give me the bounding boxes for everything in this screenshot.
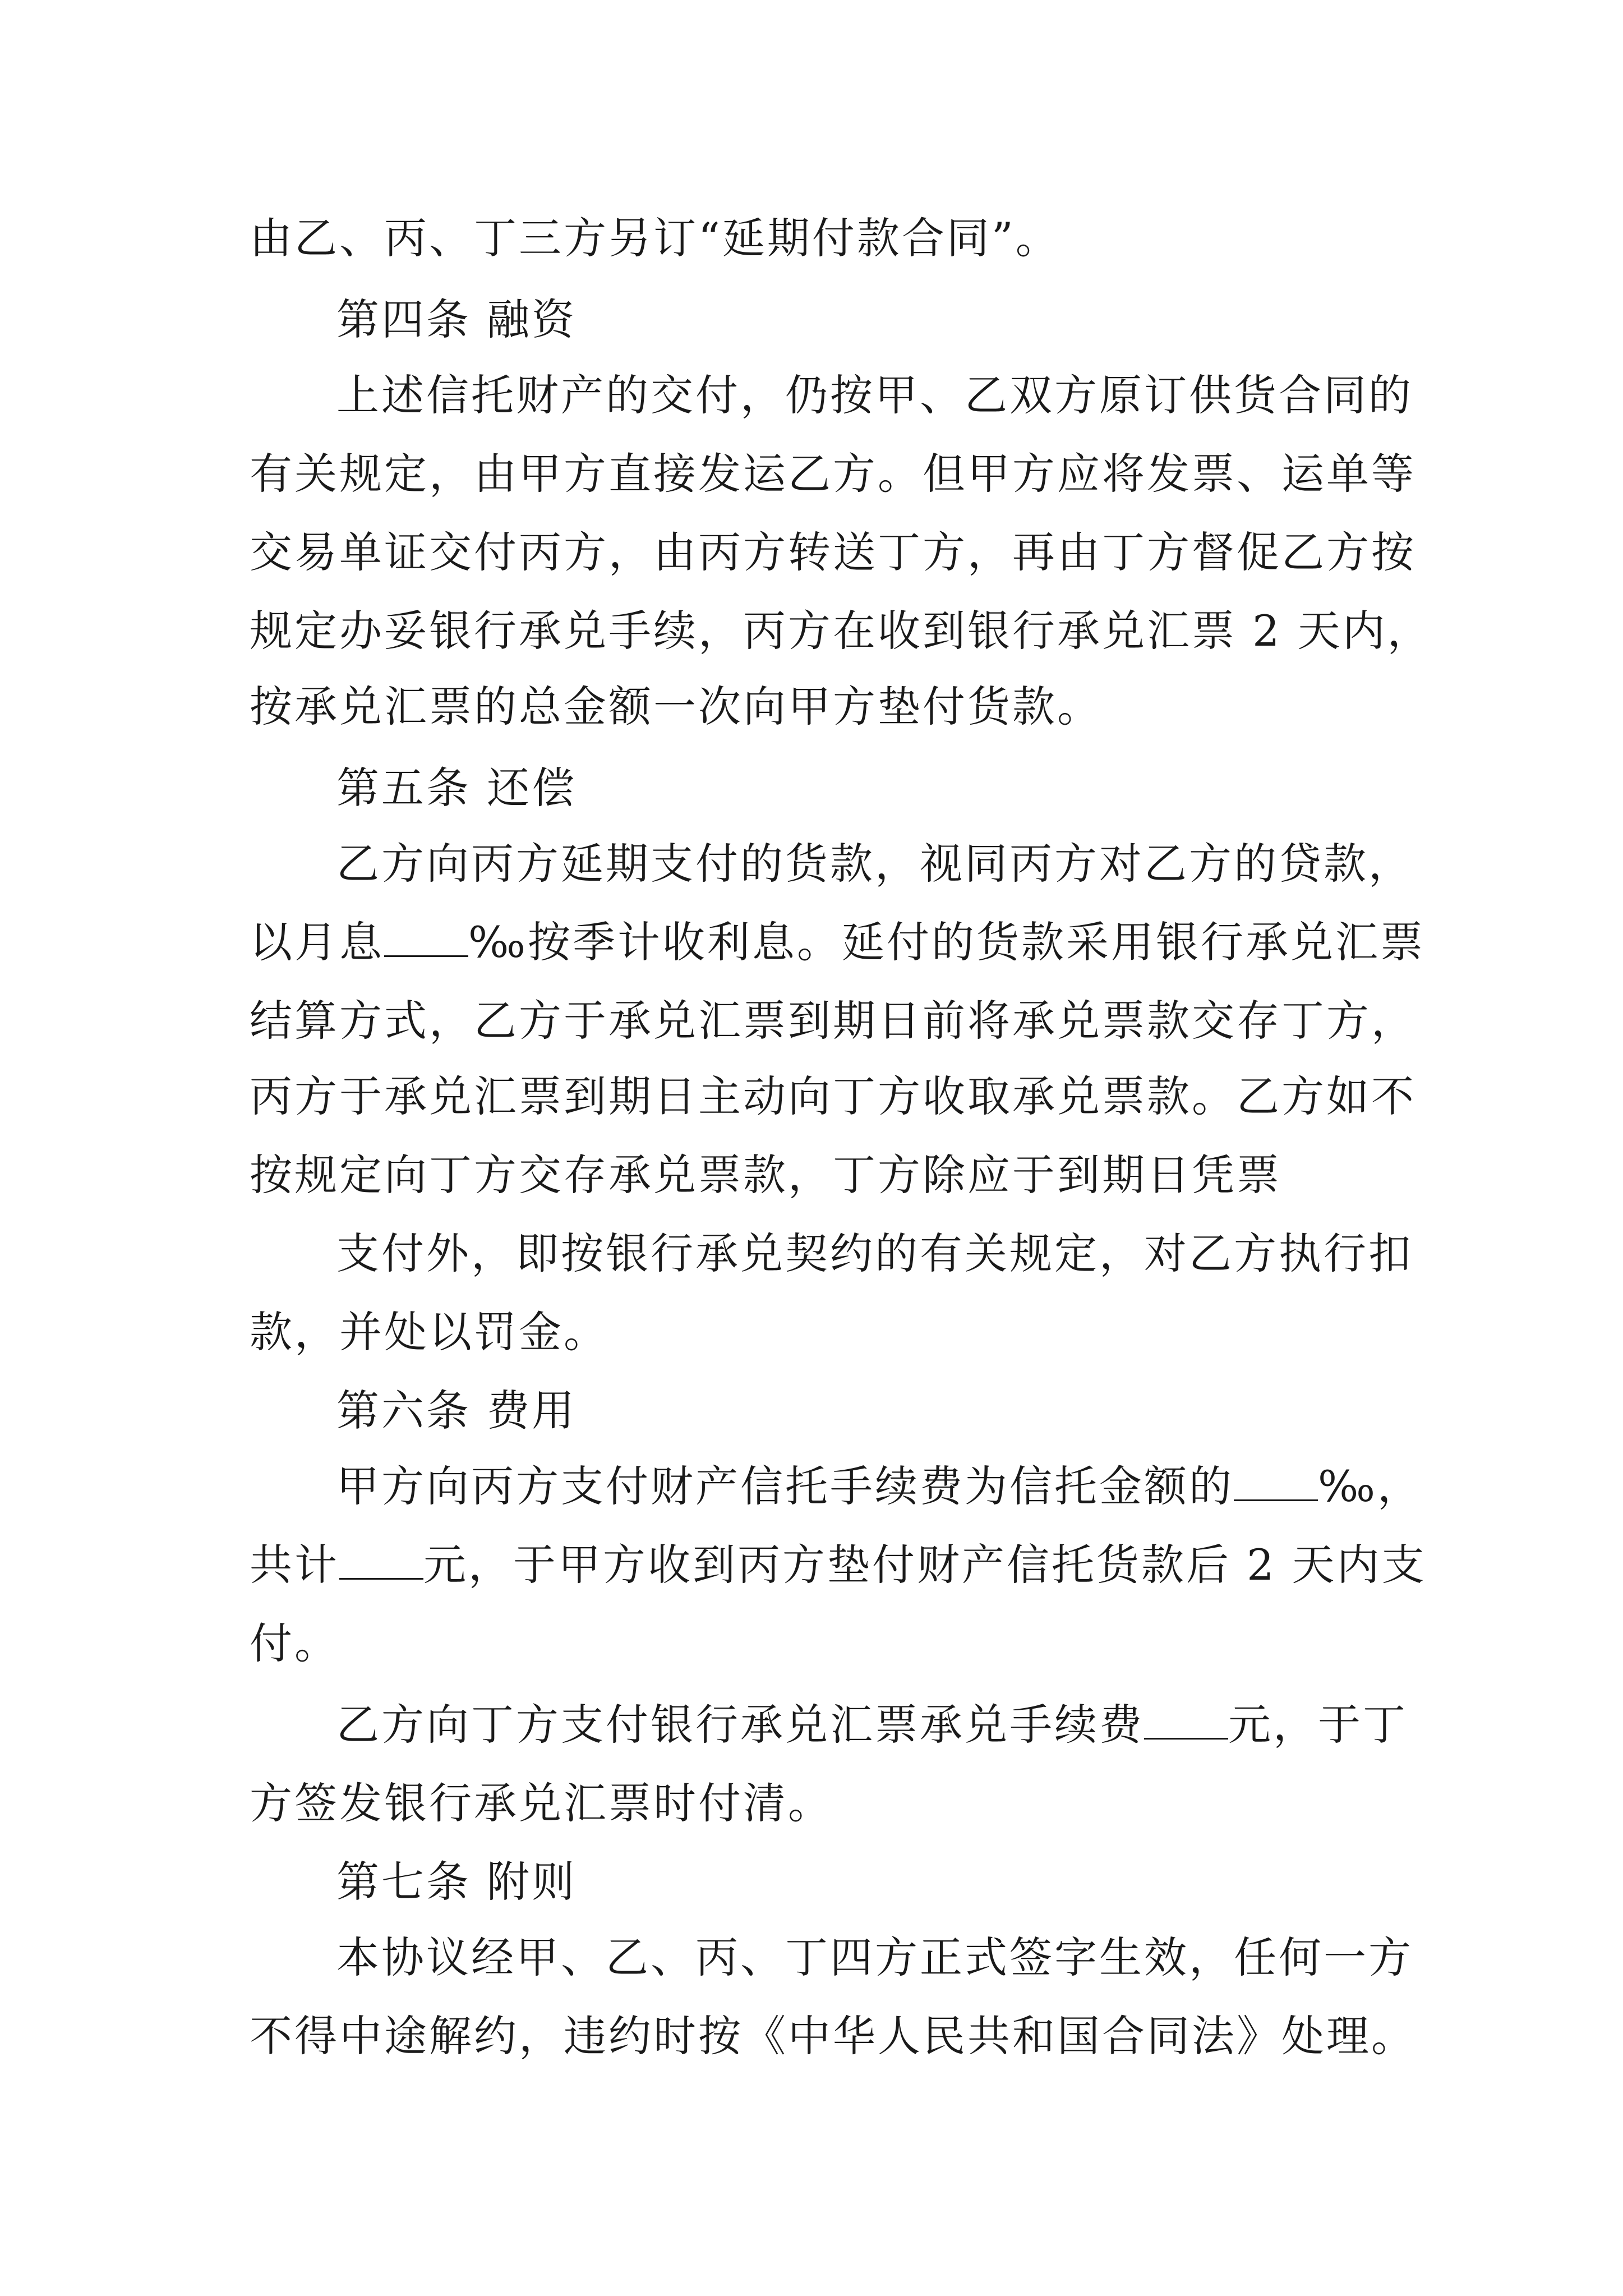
text-segment: 以月息 xyxy=(250,917,384,967)
text-segment: 甲方向丙方支付财产信托手续费为信托金额的 xyxy=(336,1461,1234,1511)
paragraph-line: 交易单证交付丙方，由丙方转送丁方，再由丁方督促乙方按 xyxy=(250,527,1416,577)
paragraph-line xyxy=(336,1697,1408,1753)
fill-in-blank xyxy=(1234,1465,1318,1501)
paragraph-line: 付。 xyxy=(250,1618,339,1668)
article-5-heading: 第五条 还偿 xyxy=(336,763,577,813)
paragraph-line: 本协议经甲、乙、丙、丁四方正式签字生效，任何一方 xyxy=(336,1932,1413,1982)
article-4-heading: 第四条 融资 xyxy=(336,295,577,344)
paragraph-line xyxy=(250,914,1425,970)
fill-in-blank xyxy=(1144,1703,1228,1740)
paragraph-line xyxy=(250,1537,1427,1593)
text-segment: 元，于甲方收到丙方垫付财产信托货款后 2 天内支 xyxy=(423,1540,1427,1590)
paragraph-line: 结算方式，乙方于承兑汇票到期日前将承兑票款交存丁方， xyxy=(250,996,1416,1046)
paragraph-line: 支付外，即按银行承兑契约的有关规定，对乙方执行扣 xyxy=(336,1228,1413,1278)
text-segment: ‰按季计收利息。延付的货款采用银行承兑汇票 xyxy=(468,917,1425,967)
fill-in-blank xyxy=(339,1543,423,1580)
paragraph-line: 不得中途解约，违约时按《中华人民共和国合同法》处理。 xyxy=(250,2011,1416,2061)
paragraph-line: 上述信托财产的交付，仍按甲、乙双方原订供货合同的 xyxy=(336,370,1413,420)
paragraph-line: 有关规定，由甲方直接发运乙方。但甲方应将发票、运单等 xyxy=(250,449,1416,499)
article-7-heading: 第七条 附则 xyxy=(336,1857,577,1907)
fill-in-blank xyxy=(384,921,468,957)
text-segment: 共计 xyxy=(250,1540,339,1590)
paragraph-line: 方签发银行承兑汇票时付清。 xyxy=(250,1778,833,1828)
paragraph-line: 按规定向丁方交存承兑票款，丁方除应于到期日凭票 xyxy=(250,1150,1281,1200)
text-segment: 元，于丁 xyxy=(1228,1700,1408,1750)
paragraph-line: 丙方于承兑汇票到期日主动向丁方收取承兑票款。乙方如不 xyxy=(250,1071,1416,1121)
paragraph-line: 款，并处以罚金。 xyxy=(250,1307,608,1357)
paragraph-line: 按承兑汇票的总金额一次向甲方垫付货款。 xyxy=(250,682,1102,731)
paragraph-line: 由乙、丙、丁三方另订“延期付款合同”。 xyxy=(250,213,1061,263)
paragraph-line: 乙方向丙方延期支付的货款，视同丙方对乙方的贷款， xyxy=(336,839,1413,889)
paragraph-line xyxy=(336,1458,1422,1515)
paragraph-line: 规定办妥银行承兑手续，丙方在收到银行承兑汇票 2 天内， xyxy=(250,606,1432,656)
text-segment: 乙方向丁方支付银行承兑汇票承兑手续费 xyxy=(336,1700,1144,1750)
text-segment: ‰， xyxy=(1318,1461,1422,1511)
article-6-heading: 第六条 费用 xyxy=(336,1386,577,1435)
